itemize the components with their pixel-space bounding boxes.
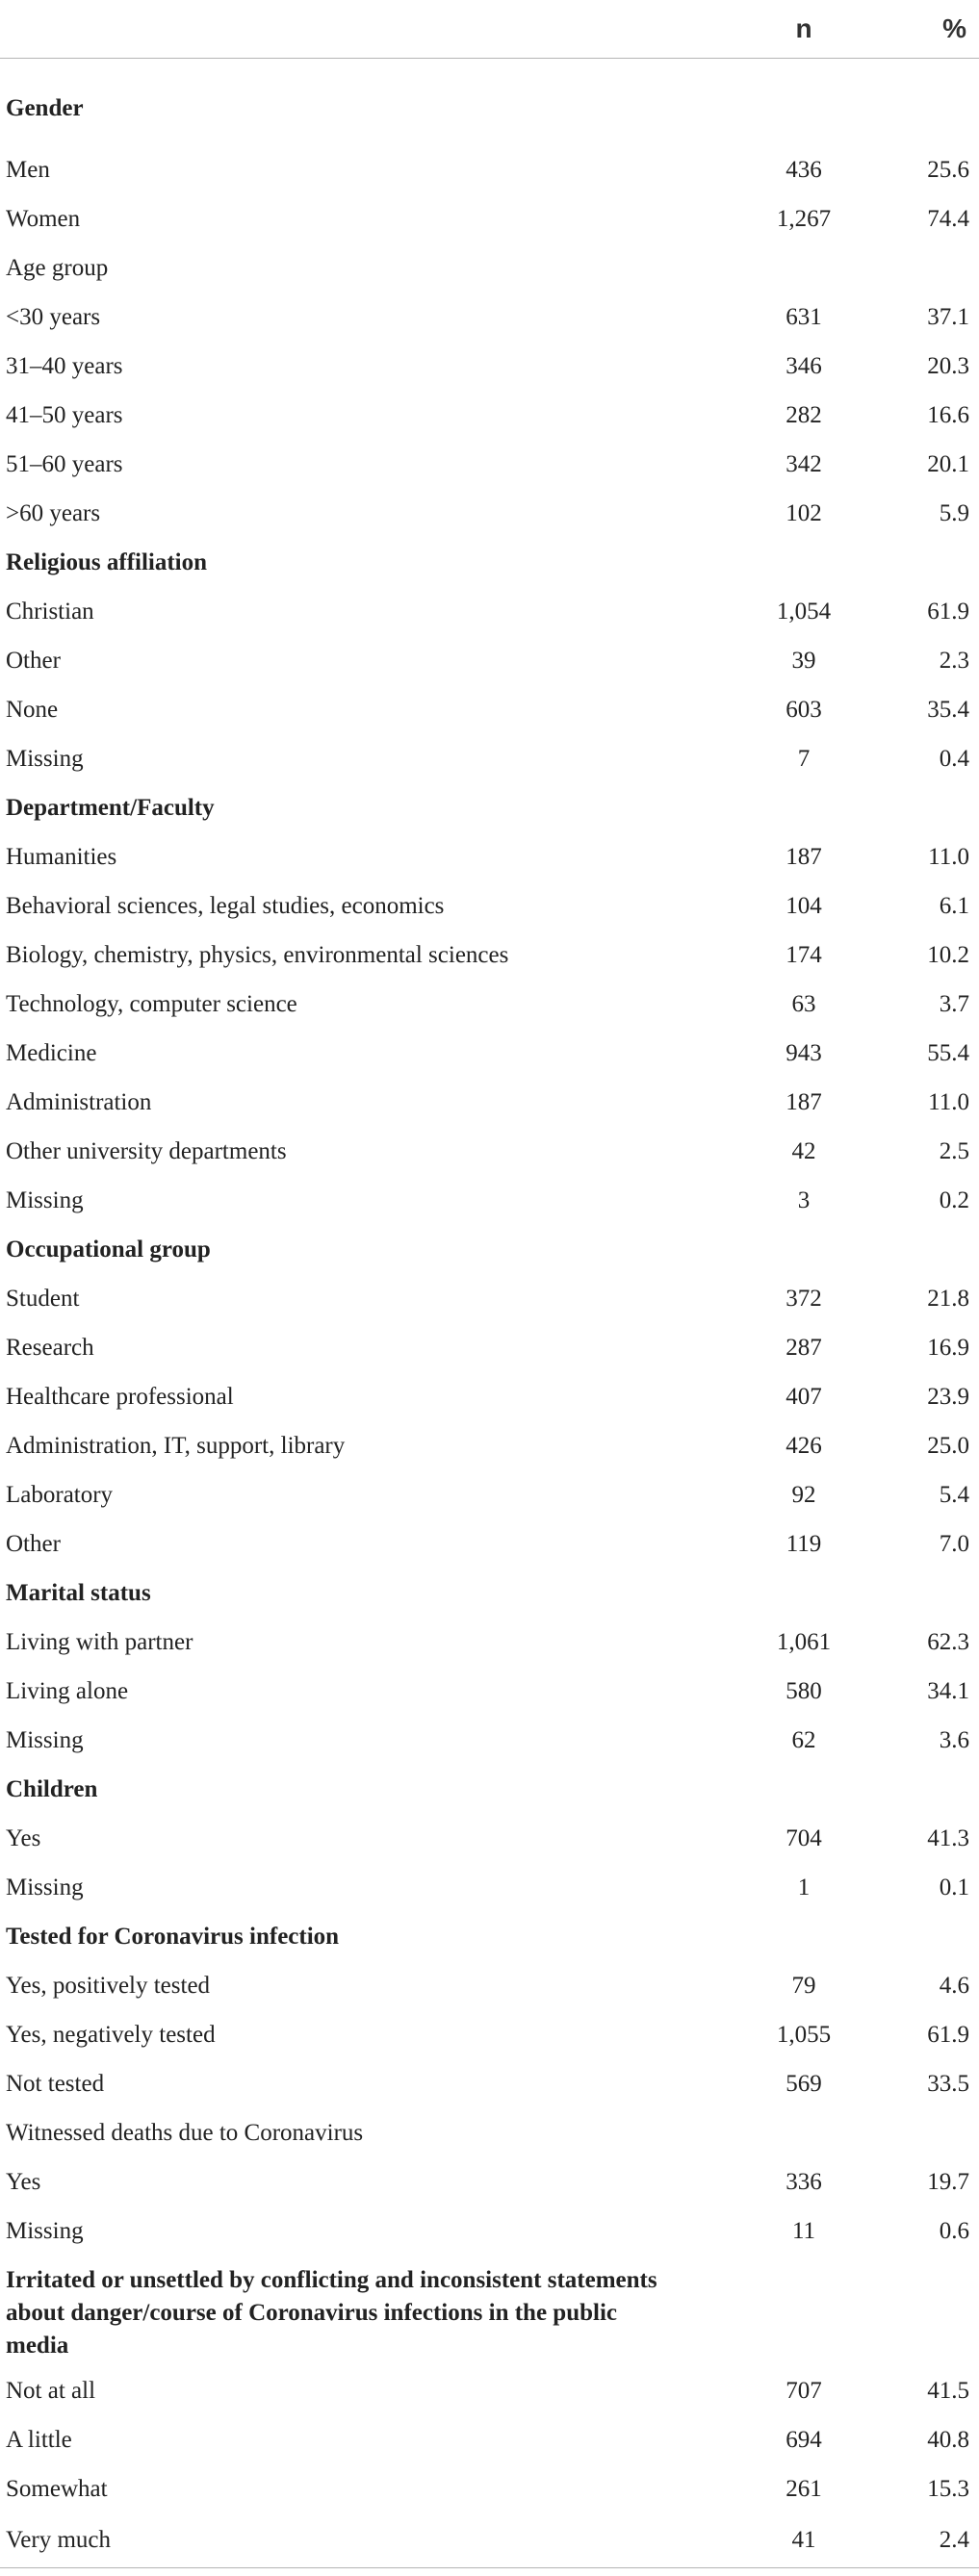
row-label: Medicine <box>6 1039 97 1066</box>
row-percent: 16.9 <box>927 1334 969 1361</box>
row-label: 51–60 years <box>6 450 123 477</box>
row-count: 63 <box>791 990 816 1017</box>
table-row <box>0 2157 979 2206</box>
row-label: Witnessed deaths due to Coronavirus <box>6 2119 364 2146</box>
section-heading-row <box>0 1225 979 1274</box>
table-body <box>0 59 979 2568</box>
row-percent: 0.2 <box>939 1186 969 1213</box>
row-percent: 61.9 <box>927 2021 969 2048</box>
table-row <box>0 2206 979 2256</box>
row-count: 631 <box>786 303 822 330</box>
row-count <box>659 1225 852 1274</box>
row-count: 342 <box>786 450 822 477</box>
row-count <box>659 2108 852 2157</box>
row-count: 282 <box>786 401 822 428</box>
row-count: 92 <box>791 1481 816 1508</box>
header-row <box>0 0 979 59</box>
row-count: 1 <box>797 1874 811 1900</box>
row-percent <box>852 1912 979 1961</box>
row-label: Marital status <box>6 1579 151 1606</box>
table-row <box>0 2415 979 2464</box>
row-percent: 11.0 <box>928 1088 969 1115</box>
row-count: 79 <box>791 1972 816 1999</box>
table-row <box>0 1421 979 1470</box>
row-count: 7 <box>797 745 811 772</box>
row-label: Yes <box>6 1824 41 1851</box>
table-row <box>0 734 979 783</box>
row-label: Gender <box>6 95 84 121</box>
row-label: Technology, computer science <box>6 990 297 1017</box>
row-percent: 6.1 <box>939 892 969 919</box>
row-count <box>659 1912 852 1961</box>
row-percent <box>852 243 979 293</box>
row-count: 943 <box>786 1039 822 1066</box>
row-count: 346 <box>786 352 822 379</box>
row-percent: 15.3 <box>927 2475 969 2502</box>
row-count <box>659 783 852 832</box>
row-label: Children <box>6 1775 98 1802</box>
table-header <box>0 0 979 59</box>
row-percent <box>852 1569 979 1618</box>
row-label: Women <box>6 205 81 232</box>
table-row <box>0 2010 979 2059</box>
table-row <box>0 1716 979 1765</box>
table-row <box>0 293 979 342</box>
row-count: 261 <box>786 2475 822 2502</box>
row-label: Tested for Coronavirus infection <box>6 1923 340 1950</box>
row-label: 41–50 years <box>6 401 123 428</box>
row-count: 426 <box>786 1432 822 1459</box>
row-percent: 23.9 <box>927 1383 969 1410</box>
row-count: 580 <box>786 1677 822 1704</box>
section-heading-row <box>0 783 979 832</box>
row-label: Somewhat <box>6 2475 108 2502</box>
row-percent: 25.6 <box>927 156 969 183</box>
row-count <box>659 2256 852 2366</box>
row-percent: 5.4 <box>939 1481 969 1508</box>
row-percent: 40.8 <box>927 2426 969 2453</box>
row-percent: 62.3 <box>927 1628 969 1655</box>
table-row <box>0 342 979 391</box>
row-label: Irritated or unsettled by conflicting and inconsistent statements about danger/course of Coronavirus infections in the public media <box>6 2266 657 2359</box>
table-row <box>0 1667 979 1716</box>
row-label: Not at all <box>6 2377 96 2404</box>
table-row <box>0 1814 979 1863</box>
row-label: Administration, IT, support, library <box>6 1432 346 1459</box>
row-percent: 20.3 <box>927 352 969 379</box>
row-count <box>659 1765 852 1814</box>
row-percent <box>852 538 979 587</box>
row-count: 41 <box>659 2513 852 2568</box>
table-row <box>0 1127 979 1176</box>
row-percent: 3.6 <box>939 1726 969 1753</box>
row-label: Christian <box>6 598 94 625</box>
row-percent: 0.1 <box>939 1874 969 1900</box>
row-label: <30 years <box>6 303 101 330</box>
row-label: Department/Faculty <box>6 794 215 821</box>
row-label: Missing <box>6 1186 84 1213</box>
row-count: 1,055 <box>776 2021 832 2048</box>
table-row <box>0 391 979 440</box>
row-label: Other <box>6 1530 61 1557</box>
row-label: Missing <box>6 1874 84 1900</box>
row-count: 174 <box>786 941 822 968</box>
row-count: 104 <box>786 892 822 919</box>
row-count: 39 <box>791 647 816 674</box>
section-heading-row <box>0 538 979 587</box>
row-count: 287 <box>786 1334 822 1361</box>
header-percent: % <box>852 0 979 59</box>
row-label: Administration <box>6 1088 152 1115</box>
row-percent: 0.6 <box>939 2217 969 2244</box>
table-row <box>0 931 979 980</box>
table-row <box>0 489 979 538</box>
row-label: Living alone <box>6 1677 129 1704</box>
row-percent <box>852 59 979 146</box>
row-percent: 34.1 <box>927 1677 969 1704</box>
row-count: 436 <box>786 156 822 183</box>
table-row <box>0 636 979 685</box>
row-percent: 4.6 <box>939 1972 969 1999</box>
row-count: 372 <box>786 1285 822 1312</box>
row-percent <box>852 1225 979 1274</box>
row-label: Missing <box>6 745 84 772</box>
row-label: Missing <box>6 2217 84 2244</box>
header-label <box>0 0 659 59</box>
section-heading-row <box>0 59 979 146</box>
row-percent: 11.0 <box>928 843 969 870</box>
table-row <box>0 2513 979 2568</box>
row-percent: 2.4 <box>852 2513 979 2568</box>
row-label: Biology, chemistry, physics, environmental sciences <box>6 941 509 968</box>
row-count <box>659 59 852 146</box>
table-row <box>0 2464 979 2513</box>
table-row <box>0 832 979 881</box>
row-count <box>659 538 852 587</box>
table-row <box>0 685 979 734</box>
row-count: 102 <box>786 499 822 526</box>
row-count: 42 <box>791 1137 816 1164</box>
row-percent: 2.3 <box>939 647 969 674</box>
row-percent: 55.4 <box>927 1039 969 1066</box>
table-row <box>0 1863 979 1912</box>
row-label: Men <box>6 156 50 183</box>
subheading-row <box>0 2108 979 2157</box>
table-row <box>0 980 979 1029</box>
row-label: Research <box>6 1334 94 1361</box>
row-count: 407 <box>786 1383 822 1410</box>
row-percent: 35.4 <box>927 696 969 723</box>
table-row <box>0 1961 979 2010</box>
row-count: 336 <box>786 2168 822 2195</box>
row-percent: 5.9 <box>939 499 969 526</box>
table-row <box>0 1618 979 1667</box>
header-n: n <box>659 0 852 59</box>
row-count: 62 <box>791 1726 816 1753</box>
section-heading-row <box>0 1912 979 1961</box>
table-row <box>0 1323 979 1372</box>
row-count: 1,054 <box>776 598 832 625</box>
table-row <box>0 440 979 489</box>
row-label: Missing <box>6 1726 84 1753</box>
row-count: 1,267 <box>776 205 832 232</box>
row-label: Humanities <box>6 843 117 870</box>
row-label: Age group <box>6 254 109 281</box>
subheading-row <box>0 243 979 293</box>
row-count: 694 <box>786 2426 822 2453</box>
row-label: 31–40 years <box>6 352 123 379</box>
row-percent: 20.1 <box>927 450 969 477</box>
table-row <box>0 145 979 194</box>
table-row <box>0 2366 979 2415</box>
row-percent: 37.1 <box>927 303 969 330</box>
row-label: Other university departments <box>6 1137 287 1164</box>
row-percent: 3.7 <box>939 990 969 1017</box>
row-percent <box>852 2108 979 2157</box>
row-label: Yes, positively tested <box>6 1972 211 1999</box>
row-count: 704 <box>786 1824 822 1851</box>
table-row <box>0 1274 979 1323</box>
section-heading-row <box>0 1765 979 1814</box>
row-label: Occupational group <box>6 1236 211 1262</box>
row-count: 11 <box>791 2217 816 2244</box>
row-percent: 10.2 <box>927 941 969 968</box>
row-count: 707 <box>786 2377 822 2404</box>
row-count <box>659 243 852 293</box>
table-row <box>0 194 979 243</box>
row-percent: 41.3 <box>927 1824 969 1851</box>
row-percent: 61.9 <box>927 598 969 625</box>
row-label: Very much <box>0 2513 659 2568</box>
table-row <box>0 1176 979 1225</box>
row-label: None <box>6 696 59 723</box>
row-label: Yes, negatively tested <box>6 2021 216 2048</box>
row-label: Laboratory <box>6 1481 114 1508</box>
row-percent: 25.0 <box>927 1432 969 1459</box>
row-count: 187 <box>786 843 822 870</box>
row-percent <box>852 2256 979 2366</box>
row-label: Other <box>6 647 61 674</box>
row-label: Healthcare professional <box>6 1383 234 1410</box>
row-percent: 2.5 <box>939 1137 969 1164</box>
row-percent <box>852 1765 979 1814</box>
row-percent: 0.4 <box>939 745 969 772</box>
table-row <box>0 1519 979 1569</box>
table-row <box>0 881 979 931</box>
row-label: Religious affiliation <box>6 548 208 575</box>
row-label: Student <box>6 1285 80 1312</box>
row-label: Yes <box>6 2168 41 2195</box>
section-heading-row <box>0 2256 979 2366</box>
table-row <box>0 587 979 636</box>
row-percent: 41.5 <box>927 2377 969 2404</box>
row-count <box>659 1569 852 1618</box>
row-count: 1,061 <box>776 1628 832 1655</box>
row-label: Not tested <box>6 2070 105 2097</box>
table-row <box>0 1029 979 1078</box>
row-label: Living with partner <box>6 1628 193 1655</box>
row-percent: 19.7 <box>927 2168 969 2195</box>
table-row <box>0 2059 979 2108</box>
section-heading-row <box>0 1569 979 1618</box>
row-percent: 74.4 <box>927 205 969 232</box>
row-percent: 16.6 <box>927 401 969 428</box>
row-percent: 21.8 <box>927 1285 969 1312</box>
row-count: 187 <box>786 1088 822 1115</box>
table-row <box>0 1372 979 1421</box>
table-row <box>0 1470 979 1519</box>
row-label: Behavioral sciences, legal studies, economics <box>6 892 445 919</box>
row-percent: 7.0 <box>939 1530 969 1557</box>
row-count: 603 <box>786 696 822 723</box>
row-label: >60 years <box>6 499 101 526</box>
row-count: 119 <box>786 1530 822 1557</box>
table-row <box>0 1078 979 1127</box>
row-percent <box>852 783 979 832</box>
row-label: A little <box>6 2426 72 2453</box>
row-count: 569 <box>786 2070 822 2097</box>
row-count: 3 <box>797 1186 811 1213</box>
row-percent: 33.5 <box>927 2070 969 2097</box>
